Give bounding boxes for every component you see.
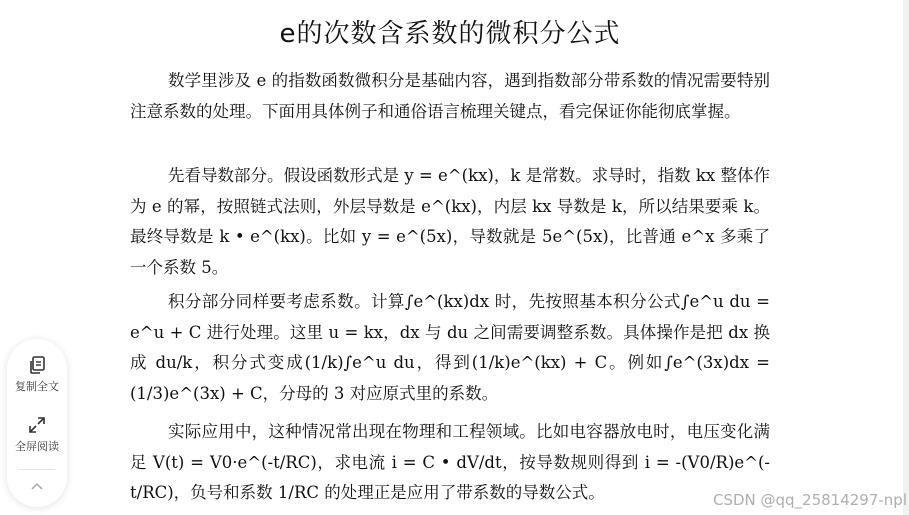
expand-icon (27, 415, 47, 435)
copy-icon (27, 355, 47, 375)
paragraph-integral: 积分部分同样要考虑系数。计算∫e^(kx)dx 时，先按照基本积分公式∫e^u du = e^u + C 进行处理。这里 u = kx，dx 与 du 之间需要调整系数。具体操作是把 dx 换成 du/k，积分式变成(1/k)∫e^u du，得到(1/k)e^(kx) + C。例如∫e^(3x)dx = (1/3)e^(3x) + C，分母的 3 对应原式里的系数。 (130, 292, 770, 403)
fullscreen-read-button[interactable] (7, 415, 67, 454)
chevron-up-icon (29, 479, 45, 495)
article (130, 0, 770, 502)
paragraph-derivative: 先看导数部分。假设函数形式是 y = e^(kx)，k 是常数。求导时，指数 kx 整体作为 e 的幂，按照链式法则，外层导数是 e^(kx)，内层 kx 导数是 k，所以结果要乘 k。最终导数是 k • e^(kx)。比如 y = e^(5x)，导数就是 5e^(5x)，比普通 e^x 多乘了一个系数 5。 (130, 166, 770, 277)
scrollbar[interactable] (903, 0, 909, 515)
article-title: e的次数含系数的微积分公式 (279, 19, 621, 49)
side-toolbar (7, 339, 67, 507)
paragraph-application: 实际应用中，这种情况常出现在物理和工程领域。比如电容器放电时，电压变化满足 V(t) = V0·e^(-t/RC)，求电流 i = C • dV/dt，按导数规则得到 i = -(V0/R)e^(-t/RC)，负号和系数 1/RC 的处理正是应用了带系数的导数公式。 (130, 422, 770, 502)
back-to-top-button[interactable] (7, 479, 67, 495)
watermark: CSDN @qq_25814297-npl (712, 491, 907, 509)
paragraph-intro: 数学里涉及 e 的指数函数微积分是基础内容，遇到指数部分带系数的情况需要特别注意系数的处理。下面用具体例子和通俗语言梳理关键点，看完保证你能彻底掌握。 (130, 71, 770, 121)
copy-all-label: 复制全文 (15, 380, 59, 393)
toolbar-divider (19, 469, 55, 470)
copy-all-button[interactable] (7, 355, 67, 394)
fullscreen-read-label: 全屏阅读 (15, 440, 59, 453)
